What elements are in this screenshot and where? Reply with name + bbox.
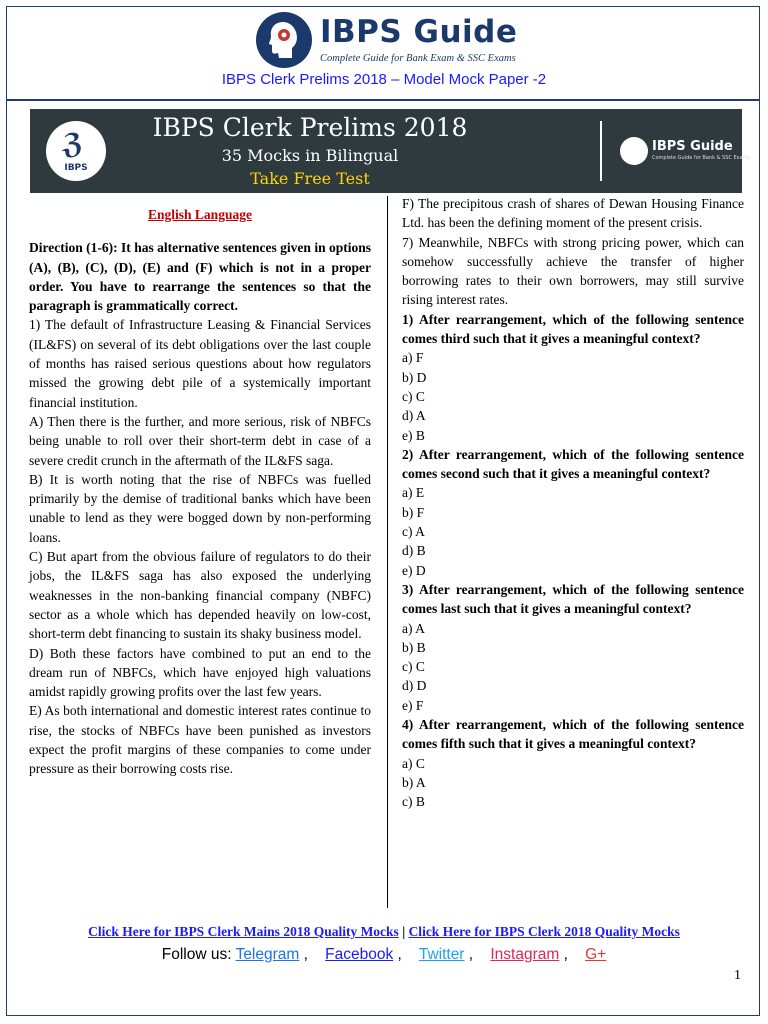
section-title: English Language [148,207,252,222]
follow-us-bar [0,946,768,964]
option-3b: b) B [402,639,426,655]
brand-mini-icon [620,137,648,165]
option-2b: b) F [402,504,425,520]
brain-head-icon [256,12,312,68]
banner-brand [620,137,751,167]
social-separator: , [464,946,487,963]
mains-mocks-link[interactable]: Click Here for IBPS Clerk Mains 2018 Quality Mocks [88,924,399,939]
option-1e: e) B [402,427,425,443]
banner-divider [600,121,602,181]
brand-logo[interactable] [256,12,526,70]
option-1a: a) F [402,350,424,366]
brand-tagline: Complete Guide for Bank Exam & SSC Exams [320,53,516,64]
social-link-instagram[interactable]: Instagram [490,946,560,963]
option-4a: a) C [402,755,425,771]
footer-separator: | [402,924,406,939]
follow-label: Follow us: [161,946,232,963]
ibps-emblem-text: IBPS [64,163,88,173]
banner-title: IBPS Clerk Prelims 2018 [152,113,468,142]
social-link-facebook[interactable]: Facebook [325,946,394,963]
sentence-c: C) But apart from the obvious failure of regulators to do their jobs, the IL&FS saga has also exposed the underlying weaknesses in the non-banking financial company (NBFC) sector as a whole which has depended heavily on low-cost, short-term debt financing to sustain its shaky business model. [29,549,371,642]
passage-para: 1) The default of Infrastructure Leasing & Financial Services (IL&FS) on several of its debt obligations over the last couple of months has raised serious questions about how regulators missed the growing debt pile of a systemically important financial institution. [29,317,371,410]
option-1d: d) A [402,408,426,424]
column-divider [387,196,388,908]
option-3c: c) C [402,659,425,675]
sentence-b: B) It is worth noting that the rise of NBFCs was fuelled primarily by the demise of traditional banks which have been unable to lend as they were bogged down by non-performing loans. [29,471,371,545]
option-4b: b) A [402,774,426,790]
sentence-e: E) As both international and domestic interest rates continue to rise, the stocks of NBFCs have been punished as investors expect the profit margins of these companies to come under pressure as their borrowing costs rise. [29,703,371,777]
banner-brand-tag: Complete Guide for Bank & SSC Exams [652,155,751,161]
option-3d: d) D [402,678,427,694]
social-separator: , [393,946,415,963]
header-divider [6,99,760,101]
right-column [402,194,744,812]
sentence-d: D) Both these factors have combined to put an end to the dream run of NBFCs, which have enjoyed high valuations amidst rapidly growing profits over the last few years. [29,645,371,700]
direction-text: Direction (1-6): It has alternative sentences given in options (A), (B), (C), (D), (E) and (F) which is not in a proper order. You have to rearrange the sentences so that the paragraph is grammatically correct. [29,240,371,314]
question-2: 2) After rearrangement, which of the following sentence comes second such that it gives a meaningful context? [402,446,744,482]
promo-banner[interactable] [30,109,751,193]
option-2e: e) D [402,562,426,578]
option-3e: e) F [402,697,424,713]
prelims-mocks-link[interactable]: Click Here for IBPS Clerk 2018 Quality Mocks [408,924,680,939]
social-separator: , [559,946,581,963]
left-column [29,205,371,779]
sentence-f: F) The precipitous crash of shares of Dewan Housing Finance Ltd. has been the defining moment of the present crisis. [402,196,744,231]
brand-title: IBPS Guide [320,14,518,50]
page-number: 1 [734,968,741,983]
take-free-test-link[interactable]: Take Free Test [250,169,370,188]
question-1: 1) After rearrangement, which of the following sentence comes third such that it gives a meaningful context? [402,311,744,347]
social-link-twitter[interactable]: Twitter [418,946,465,963]
question-3: 3) After rearrangement, which of the following sentence comes last such that it gives a meaningful context? [402,581,744,617]
sentence-a: A) Then there is the further, and more serious, risk of NBFCs being unable to roll over their short-term debt in case of a severe credit crunch in the aftermath of the IL&FS saga. [29,413,371,468]
option-4c: c) B [402,794,425,810]
option-2c: c) A [402,524,425,540]
option-1b: b) D [402,369,427,385]
option-1c: c) C [402,388,425,404]
banner-subtitle: 35 Mocks in Bilingual [221,146,399,165]
paper-title: IBPS Clerk Prelims 2018 – Model Mock Paper -2 [221,71,547,88]
option-2d: d) B [402,543,426,559]
option-2a: a) E [402,485,425,501]
social-separator: , [299,946,321,963]
social-links [236,946,607,963]
social-link-telegram[interactable]: Telegram [235,946,300,963]
footer-links [0,924,768,940]
ibps-emblem-icon: ℨ IBPS [46,121,106,181]
passage-para-7: 7) Meanwhile, NBFCs with strong pricing power, which can somehow successfully achieve the transfer of higher borrowing rates to their own borrowers, may still survive rising interest rates. [402,234,744,308]
option-3a: a) A [402,620,425,636]
banner-brand-name: IBPS Guide [652,139,733,154]
question-4: 4) After rearrangement, which of the following sentence comes fifth such that it gives a meaningful context? [402,717,744,752]
social-link-g[interactable]: G+ [585,946,607,963]
